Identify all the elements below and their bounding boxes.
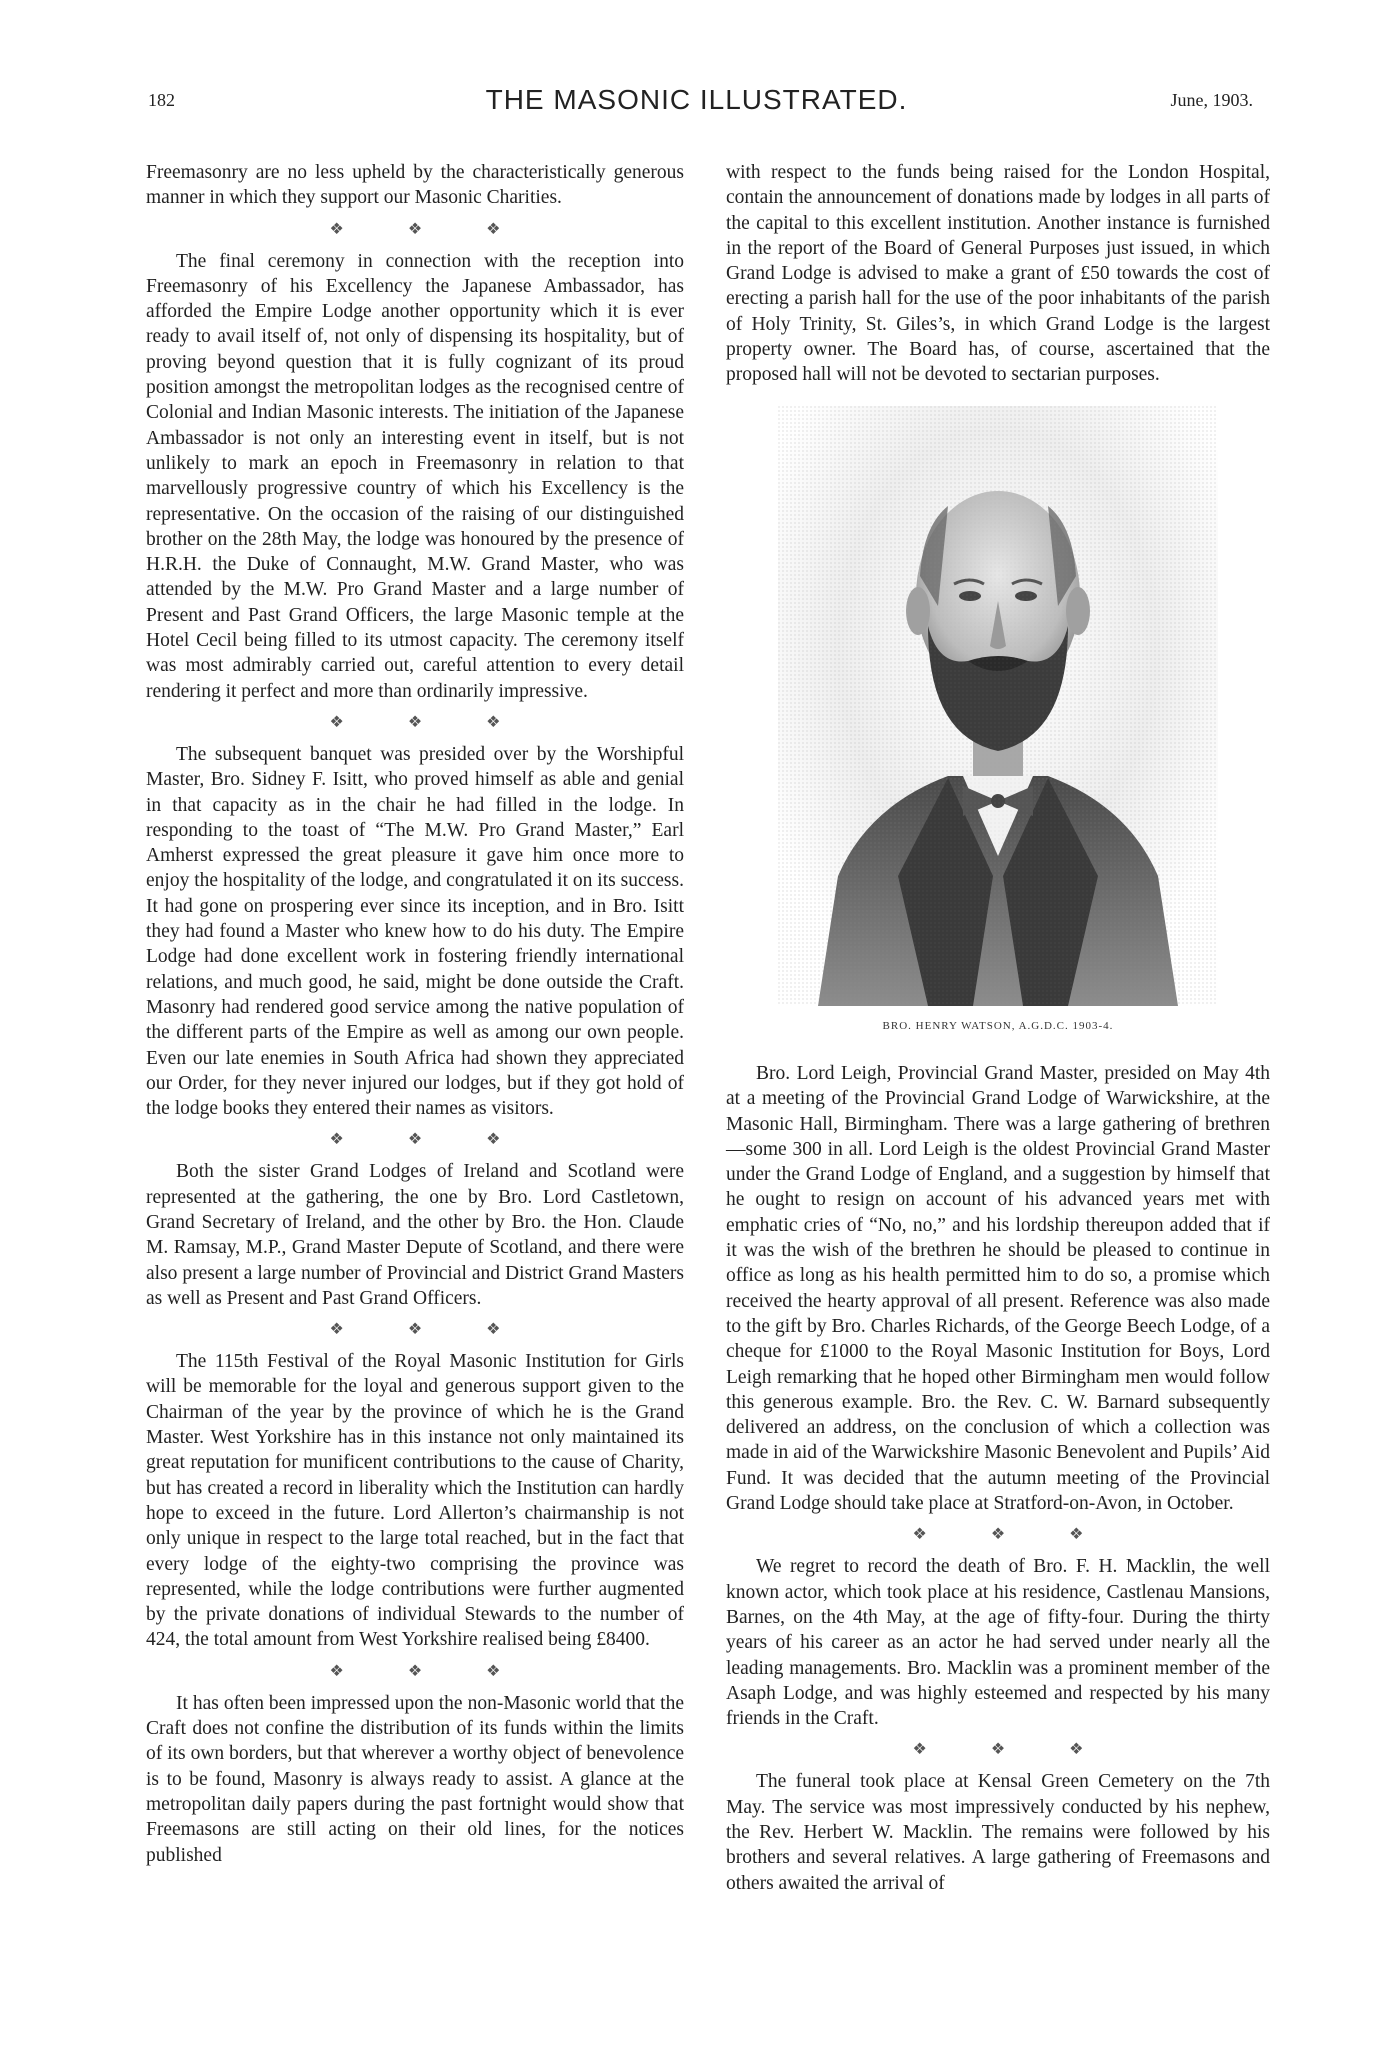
right-column — [726, 160, 1270, 1896]
paragraph: The final ceremony in connection with the reception into Freemasonry of his Excellency the Japanese Ambassador, has afforded the Empire Lodge another opportunity which it is ever ready to avail itself of, not only of dispensing its hospitality, but of proving beyond question that it is fully cognizant of its proud position amongst the metropolitan lodges as the recognised centre of Colonial and Indian Masonic interests. The initiation of the Japanese Ambassador is not only an interesting event in itself, but is not unlikely to mark an epoch in Freemasonry in relation to that marvellously progressive country of which his Excellency is the representative. On the occasion of the raising of our distinguished brother on the 28th May, the lodge was honoured by the presence of H.R.H. the Duke of Connaught, M.W. Grand Master, who was attended by the M.W. Pro Grand Master and a large number of Present and Past Grand Officers, the large Masonic temple at the Hotel Cecil being filled to its utmost capacity. The ceremony itself was most admirably carried out, careful attention to every detail rendering it perfect and more than ordinarily impressive. — [146, 250, 684, 702]
section-divider: ❖ ❖ ❖ — [912, 1741, 1114, 1759]
portrait-caption: BRO. HENRY WATSON, A.G.D.C. 1903-4. — [882, 1019, 1114, 1032]
section-divider: ❖ ❖ ❖ — [329, 220, 531, 238]
page-number: 182 — [148, 90, 175, 110]
paragraph: We regret to record the death of Bro. F. H. Macklin, the well known actor, which took place at his residence, Castlenau Mansions, Barnes, on the 4th May, at the age of fifty-four. During the thirty years of his career as an actor he had served under nearly all the leading managements. Bro. Macklin was a prominent member of the Asaph Lodge, and was highly esteemed and respected by his many friends in the Craft. — [726, 1556, 1270, 1730]
paragraph: Both the sister Grand Lodges of Ireland and Scotland were represented at the gathering, the one by Bro. Lord Castletown, Grand Secretary of Ireland, and the other by Bro. the Hon. Claude M. Ramsay, M.P., Grand Master Depute of Scotland, and there were also present a large number of Provincial and District Grand Masters as well as Present and Past Grand Officers. — [146, 1161, 684, 1309]
paragraph: Freemasonry are no less upheld by the characteristically generous manner in which they support our Masonic Charities. — [146, 162, 684, 209]
portrait-image — [778, 406, 1218, 1006]
issue-date: June, 1903. — [1170, 90, 1253, 110]
paragraph: The funeral took place at Kensal Green Cemetery on the 7th May. The service was most impressively conducted by his nephew, the Rev. Herbert W. Macklin. The remains were followed by his brothers and several relatives. A large gathering of Freemasons and others awaited the arrival of — [726, 1771, 1270, 1894]
paragraph: The subsequent banquet was presided over by the Worshipful Master, Bro. Sidney F. Isitt, who proved himself as able and genial in that capacity as in the chair he had filled in the lodge. In responding to the toast of “The M.W. Pro Grand Master,” Earl Amherst expressed the great pleasure it gave him once more to enjoy the hospitality of the lodge, and congratulated it on its success. It had gone on prospering ever since its inception, and in Bro. Isitt they had found a Master who knew how to do his duty. The Empire Lodge had done excellent work in fostering friendly international relations, and much good, he said, might be done outside the Craft. Masonry had rendered good service among the native population of the different parts of the Empire as well as among our own people. Even our late enemies in South Africa had shown they appreciated our Order, for they never injured our lodges, but if they got hold of the lodge books they entered their names as visitors. — [146, 743, 684, 1120]
masthead-title: THE MASONIC ILLUSTRATED. — [485, 84, 908, 115]
section-divider: ❖ ❖ ❖ — [329, 713, 531, 731]
paragraph: Bro. Lord Leigh, Provincial Grand Master, presided on May 4th at a meeting of the Provincial Grand Lodge of Warwickshire, at the Masonic Hall, Birmingham. There was a large gathering of brethren—some 300 in all. Lord Leigh is the oldest Provincial Grand Master under the Grand Lodge of England, and a suggestion by himself that he ought to resign on account of his advanced years met with emphatic cries of “No, no,” and his lordship thereupon added that if it was the wish of the brethren he should be pleased to continue in office as long as his health permitted him to do so, a promise which received the hearty approval of all present. Reference was also made to the gift by Bro. Charles Richards, of the George Beech Lodge, of a cheque for £1000 to the Royal Masonic Institution for Boys, Lord Leigh remarking that he hoped other Birmingham men would follow this generous example. Bro. the Rev. C. W. Barnard subsequently delivered an address, on the conclusion of which a collection was made in aid of the Warwickshire Masonic Benevolent and Pupils’ Aid Fund. It was decided that the autumn meeting of the Provincial Grand Lodge should take place at Stratford-on-Avon, in October. — [726, 1062, 1270, 1515]
portrait-figure — [778, 406, 1218, 1039]
left-column — [146, 160, 684, 1868]
paragraph: It has often been impressed upon the non-Masonic world that the Craft does not confine the distribution of its funds within the limits of its own borders, but that wherever a worthy object of benevolence is to be found, Masonry is always ready to assist. A glance at the metropolitan daily papers during the past fortnight would show that Freemasons are still acting on their old lines, for the notices published — [146, 1692, 684, 1866]
section-divider: ❖ ❖ ❖ — [329, 1662, 531, 1680]
page-header — [0, 84, 1393, 120]
paragraph: The 115th Festival of the Royal Masonic Institution for Girls will be memorable for the loyal and generous support given to the Chairman of the year by the province of which he is the Grand Master. West Yorkshire has in this instance not only maintained its great reputation for munificent contributions to the cause of Charity, but has created a record in liberality which the Institution can hardly hope to exceed in the future. Lord Allerton’s chairmanship is not only unique in respect to the large total reached, but in the fact that every lodge of the eighty-two comprising the province was represented, while the lodge contributions were further augmented by the private donations of individual Stewards to the number of 424, the total amount from West Yorkshire realised being £8400. — [146, 1351, 684, 1651]
section-divider: ❖ ❖ ❖ — [912, 1526, 1114, 1544]
section-divider: ❖ ❖ ❖ — [329, 1321, 531, 1339]
section-divider: ❖ ❖ ❖ — [329, 1131, 531, 1149]
paragraph: with respect to the funds being raised for the London Hospital, contain the announcement of donations made by lodges in all parts of the capital to this excellent institution. Another instance is furnished in the report of the Board of General Purposes just issued, in which Grand Lodge is advised to make a grant of £50 towards the cost of erecting a parish hall for the use of the poor inhabitants of the parish of Holy Trinity, St. Giles’s, in which Grand Lodge is the largest property owner. The Board has, of course, ascertained that the proposed hall will not be devoted to sectarian purposes. — [726, 162, 1270, 386]
